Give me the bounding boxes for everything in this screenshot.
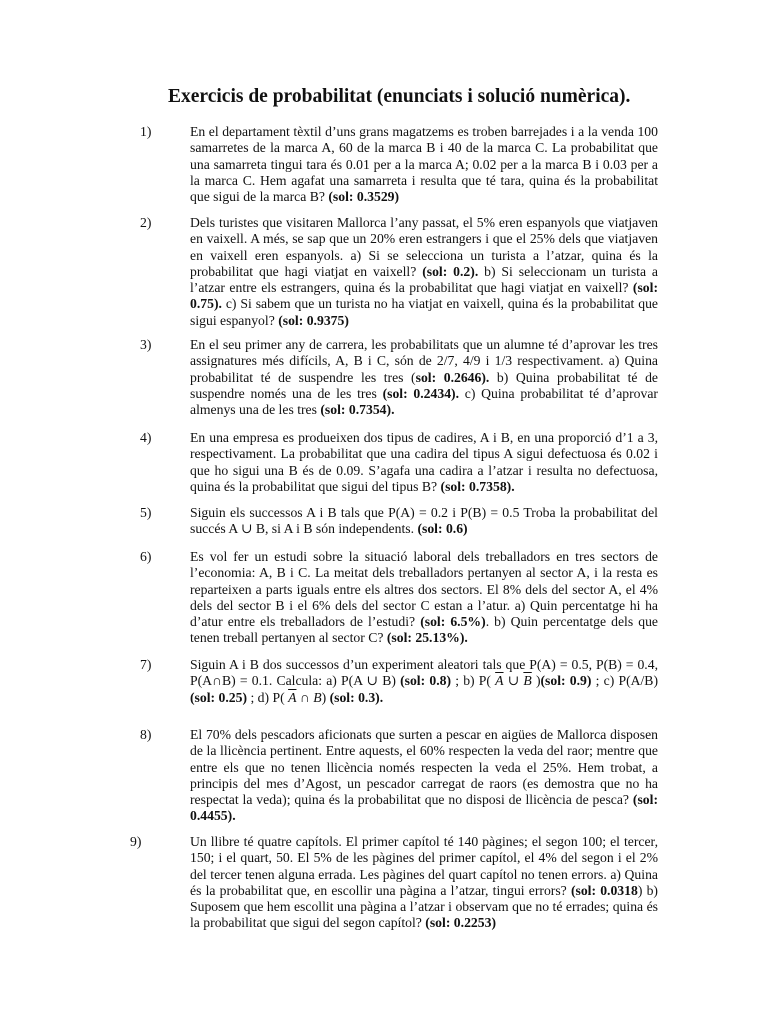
exercise-number: 8) <box>140 727 152 742</box>
statement-text: En una empresa es produeixen dos tipus de cadires, A i B, en una proporció d’1 a 3, respectivament. La probabilitat que una cadira del tipus A sigui defectuosa és 0.02 i que ho sigui una B és de 0.09. S’agafa una cadira a l’atzar i resulta no defectuosa, quina és la probabilitat que sigui del tipus B? <box>190 430 658 494</box>
exercise-text <box>190 215 658 329</box>
exercise-text <box>190 505 658 538</box>
statement-text: ) b) Suposem que hem escollit una pàgina a l’atzar i observam que no té errades; quina és la probabilitat que sigui del segon capítol? <box>190 882 658 931</box>
solution-text: (sol: 0.3529) <box>328 189 400 205</box>
statement-text: ∩ <box>296 689 314 705</box>
exercise-number: 2) <box>140 215 152 230</box>
solution-text: (sol: 6.5%) <box>420 614 486 630</box>
exercise-text <box>190 657 658 706</box>
solution-text: (sol: 0.2). <box>422 263 479 279</box>
exercise-number: 4) <box>140 430 152 445</box>
statement-text: ; d) P( <box>247 689 289 705</box>
solution-text: (sol: 0.7358). <box>440 478 515 494</box>
statement-text: b) Quina probabilitat té de suspendre només una de les tres <box>190 369 658 401</box>
solution-text: (sol: 0.25) <box>190 689 248 705</box>
solution-text: (sol: 0.4455). <box>190 792 658 824</box>
statement-text: ; c) P(A/B) <box>591 673 658 689</box>
exercise-text <box>190 124 658 205</box>
exercise-number: 9) <box>130 834 142 849</box>
solution-text: (sol: 0.2434). <box>382 385 460 401</box>
statement-text: El 70% dels pescadors aficionats que surten a pescar en aigües de Mallorca disposen de la llicència pertinent. Entre aquests, el 60% respecten la veda del raor; mentre que entre els que no tenen llicència només respecten la veda el 25%. Hem trobat, a principis del mes d’Agost, un pescador carregat de raors (es demostra que no ha respectat la veda); quina és la probabilitat que no disposi de llicència de pesca? <box>190 727 658 808</box>
solution-text: sol: 0.2646). <box>415 369 490 385</box>
solution-text: (sol: 25.13%). <box>386 630 468 646</box>
statement-text: c) Si sabem que un turista no ha viatjat en vaixell, quina és la probabilitat que sigui espanyol? <box>190 296 658 328</box>
solution-text: (sol: 0.9375) <box>278 312 349 328</box>
exercise-text <box>190 549 658 647</box>
statement-text: Dels turistes que visitaren Mallorca l’any passat, el 5% eren espanyols que viatjaven en vaixell. A més, se sap que un 20% eren estrangers i que el 25% dels que viatjaven en vaixell eren espanyols. a) Si se selecciona un turista a l’atzar, quina és la probabilitat que hagi viatjat en vaixell? <box>190 215 658 279</box>
statement-text: ∪ <box>503 673 524 689</box>
statement-text: B <box>313 689 322 705</box>
exercise-text <box>190 834 658 932</box>
statement-text: Siguin els successos A i B tals que P(A) = 0.2 i P(B) = 0.5 Troba la probabilitat del succés A ∪ B, si A i B són independents. <box>190 505 658 537</box>
statement-text: Siguin A i B dos successos d’un experiment aleatori tals que P(A) = 0.5, P(B) = 0.4, P(A∩B) = 0.1. Calcula: a) P(A ∪ B) <box>190 657 658 689</box>
statement-text: . b) Quin percentatge dels que tenen treball pertanyen al sector C? <box>190 614 658 646</box>
exercise-text <box>190 727 658 825</box>
complement-symbol: $\overline{B}$ <box>523 673 532 689</box>
exercise-number: 5) <box>140 505 152 520</box>
solution-text: (sol: 0.2253) <box>425 915 497 931</box>
complement-symbol: $\overline{A}$ <box>495 673 504 689</box>
solution-text: (sol: 0.7354). <box>320 402 395 418</box>
exercise-text <box>190 430 658 495</box>
exercise-number: 7) <box>140 657 152 672</box>
solution-text: (sol: 0.75). <box>190 280 658 312</box>
exercise-text <box>190 337 658 418</box>
solution-text: (sol: 0.6) <box>417 521 468 537</box>
statement-text: En el seu primer any de carrera, les probabilitats que un alumne té d’aprovar les tres assignatures més difícils, A, B i C, són de 2/7, 4/9 i 1/3 respectivament. a) Quina probabilitat té de suspendre les tres ( <box>190 337 658 385</box>
exercise-number: 3) <box>140 337 152 352</box>
statement-text: c) Quina probabilitat té d’aprovar almenys una de les tres <box>190 385 658 418</box>
statement-text: Es vol fer un estudi sobre la situació laboral dels treballadors en tres sectors de l’economia: A, B i C. La meitat dels treballadors pertanyen al sector A, i la resta es reparteixen a parts iguals entre els altres dos sectors. El 8% dels del sector A, el 4% dels del sector B i el 6% dels del sector C estan a l’atur. a) Quin percentatge hi ha d’atur entre els treballadors de l’estudi? <box>190 549 658 630</box>
complement-symbol: $\overline{A}$ <box>288 689 297 705</box>
statement-text: En el departament tèxtil d’uns grans magatzems es troben barrejades i a la venda 100 samarretes de la marca A, 60 de la marca B i 40 de la marca C. La probabilitat que una samarreta tingui tara és 0.01 per a la marca A; 0.02 per a la marca B i 0.03 per a la marca C. Hem agafat una samarreta i resulta que té tara, quina és la probabilitat que sigui de la marca B? <box>190 124 658 205</box>
statement-text: b) Si seleccionam un turista a l’atzar entre els estrangers, quina és la probabilitat que hagi viatjat en vaixell? <box>190 263 659 296</box>
page-title: Exercicis de probabilitat (enunciats i solució numèrica). <box>168 86 631 107</box>
solution-text: (sol: 0.3). <box>329 689 384 705</box>
statement-text: ; b) P( <box>451 673 496 689</box>
solution-text: (sol: 0.8) <box>400 673 452 689</box>
statement-text: ) <box>321 689 330 705</box>
exercise-number: 6) <box>140 549 152 564</box>
exercise-number: 1) <box>140 124 152 139</box>
statement-text: Un llibre té quatre capítols. El primer capítol té 140 pàgines; el segon 100; el tercer, 150; i el quart, 50. El 5% de les pàgines del primer capítol, el 4% del segon i el 2% del tercer tenen alguna errada. Les pàgines del quart capítol no tenen errors. a) Quina és la probabilitat que, en escollir una pàgina a l’atzar, tingui errors? <box>190 834 658 898</box>
solution-text: (sol: 0.0318 <box>570 882 638 898</box>
statement-text: ) <box>531 673 541 689</box>
solution-text: (sol: 0.9) <box>540 673 592 689</box>
